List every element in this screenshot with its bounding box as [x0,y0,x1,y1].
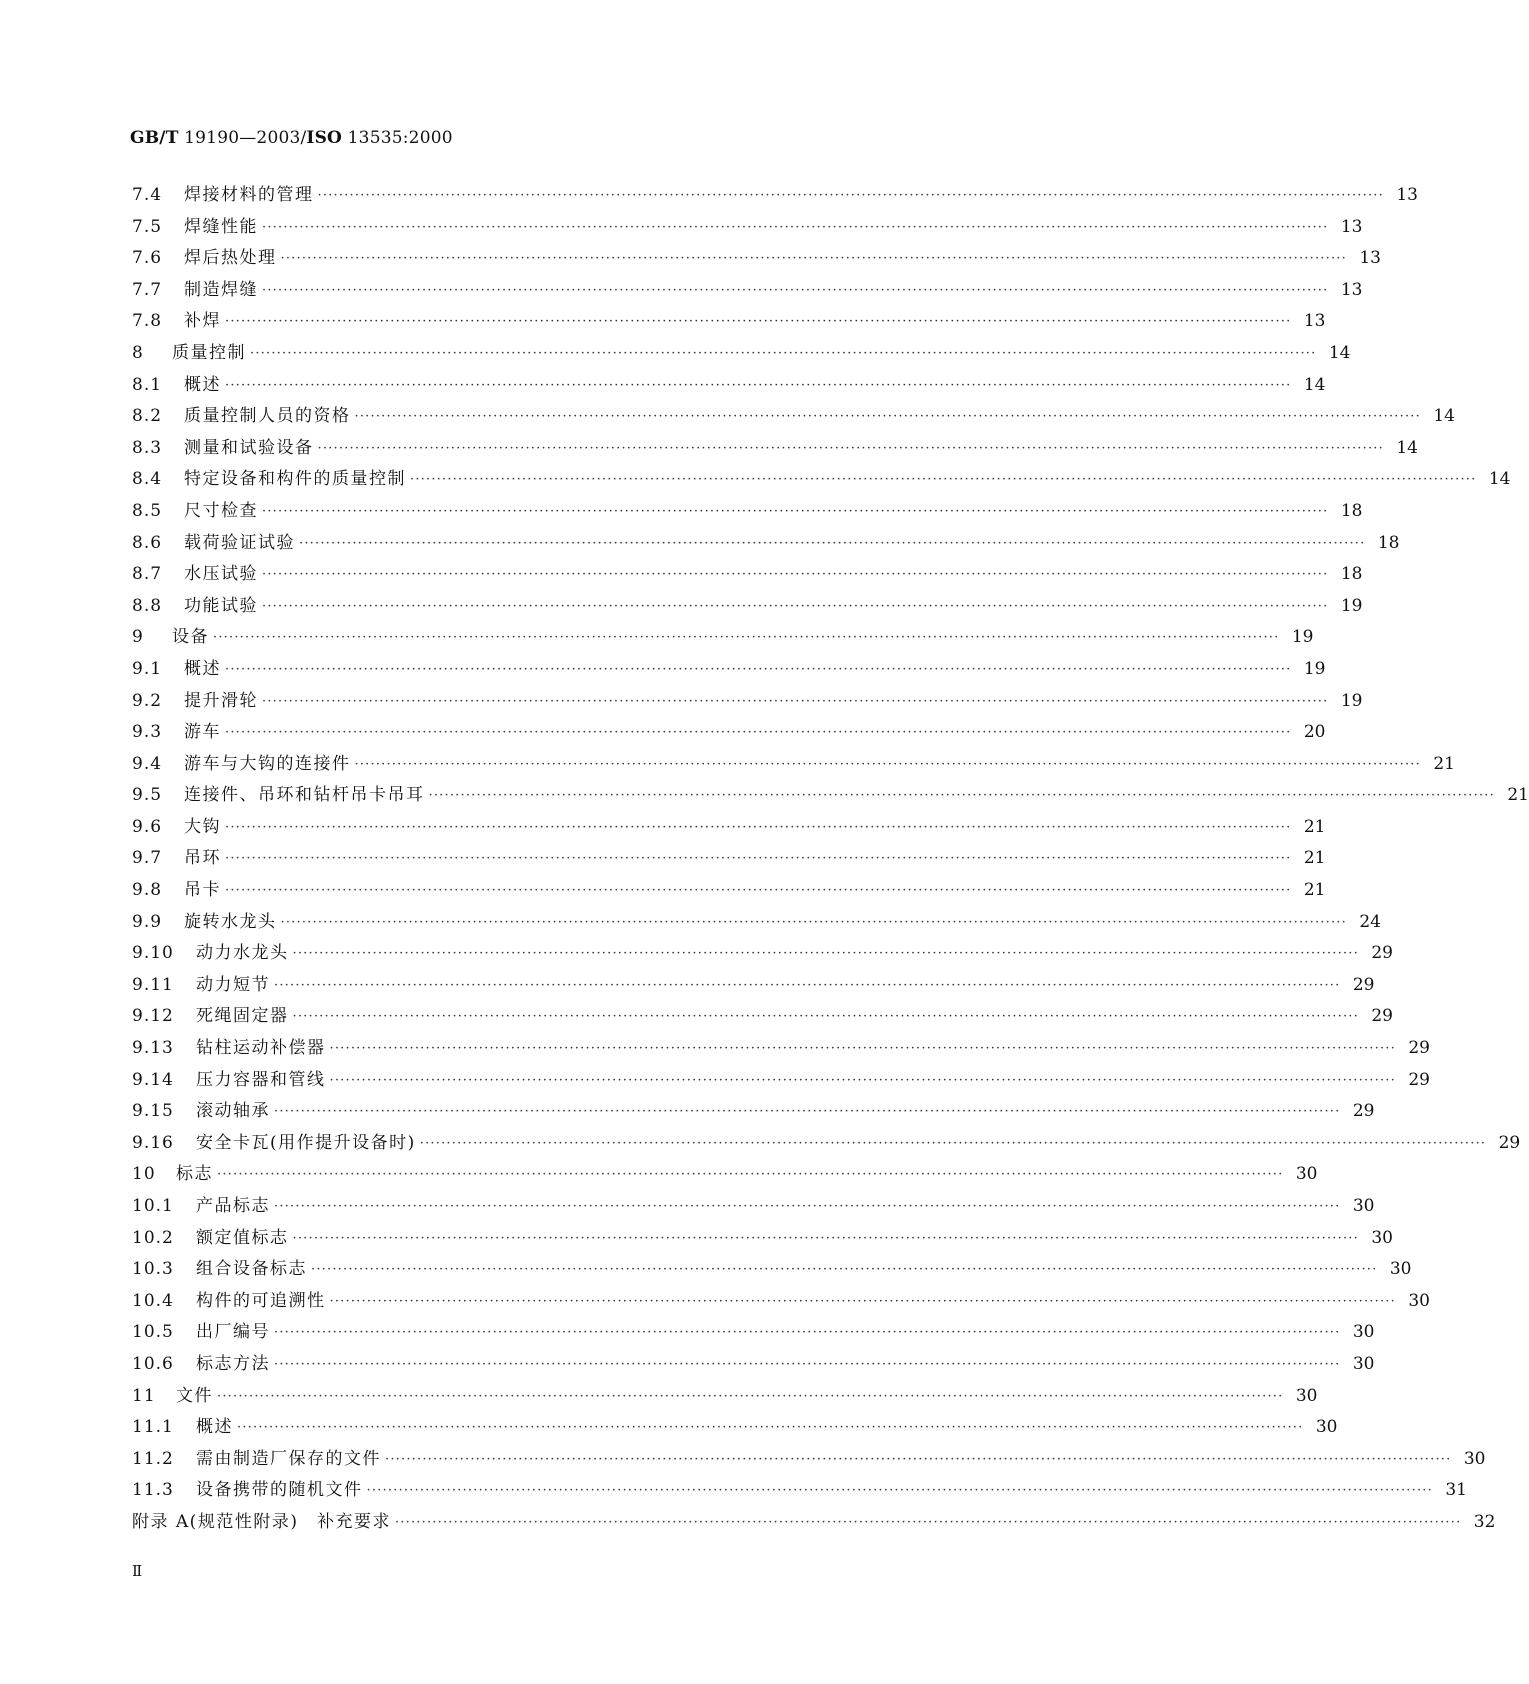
toc-entry-page: 14 [1303,374,1326,395]
toc-entry-page: 30 [1389,1259,1412,1280]
toc-entry[interactable] [132,1317,1375,1349]
toc-entry-page: 30 [1315,1417,1338,1438]
toc-entry[interactable] [132,1128,1521,1160]
dot-leader: ········································································································································································································ [225,819,1292,835]
toc-entry-title: 设备携带的随机文件 [196,1480,363,1501]
toc-entry[interactable] [132,654,1326,686]
dot-leader: ········································································································································································································ [217,1388,1284,1404]
dot-leader: ········································································································································································································ [317,188,1384,203]
document-header [130,128,453,148]
dot-leader: ········································································································································································································ [262,282,1329,298]
toc-entry-title: 测量和试验设备 [184,437,314,458]
page-number: Ⅱ [132,1562,143,1580]
toc-entry[interactable] [132,1507,1496,1539]
toc-entry[interactable] [132,1159,1318,1191]
dot-leader: ········································································································································································································ [329,1041,1396,1057]
dot-leader: ········································································································································································································ [262,567,1329,583]
toc-entry[interactable] [132,1223,1393,1255]
dot-leader: ········································································································································································································ [225,377,1292,393]
toc-entry-number: 7.8 [132,311,163,332]
toc-entry-number: 7.5 [132,216,163,237]
dot-leader: ········································································································································································································ [213,630,1280,646]
dot-leader: ········································································································································································································ [394,1514,1462,1530]
toc-entry-page: 21 [1507,785,1529,806]
toc-entry-title: 概述 [196,1417,233,1438]
standard-number: 19190—2003/ [178,128,307,148]
dot-leader: ········································································································································································································ [262,693,1329,709]
toc-entry[interactable] [132,370,1326,402]
dot-leader: ········································································································································································································ [419,1135,1487,1151]
toc-entry[interactable] [132,1286,1430,1318]
dot-leader: ········································································································································································································ [250,345,1317,361]
dot-leader: ········································································································································································································ [262,598,1329,614]
toc-entry-page: 20 [1303,722,1326,743]
toc-entry-page: 24 [1359,911,1381,932]
toc-entry-number: 9.16 [132,1132,174,1153]
toc-entry-title: 载荷验证试验 [184,532,295,553]
toc-entry-title: 质量控制 [172,342,246,363]
toc-entry-page: 30 [1295,1385,1318,1406]
toc-entry-page: 13 [1396,185,1418,205]
dot-leader: ········································································································································································································ [225,851,1292,867]
dot-leader: ········································································································································································································ [237,1420,1304,1436]
toc-entry-page: 29 [1352,1101,1375,1122]
toc-entry-number: 9.14 [132,1069,174,1090]
toc-entry-title: 附录 A(规范性附录) 补充要求 [132,1511,391,1532]
toc-entry[interactable] [132,433,1418,465]
toc-entry-page: 30 [1352,1322,1375,1343]
dot-leader: ········································································································································································································ [311,1262,1378,1278]
dot-leader: ········································································································································································································ [354,409,1421,425]
iso-number: 13535:2000 [342,128,453,148]
toc-entry-number: 10 [132,1164,156,1185]
toc-entry-number: 9.3 [132,722,163,743]
toc-entry-number: 7.4 [132,185,163,205]
toc-entry-number: 11.1 [132,1417,174,1438]
toc-entry-number: 7.6 [132,248,163,269]
dot-leader: ········································································································································································································ [274,977,1341,993]
toc-entry[interactable] [132,559,1363,591]
toc-entry-page: 29 [1498,1132,1521,1153]
toc-entry-title: 标志方法 [196,1353,270,1374]
toc-entry[interactable] [132,243,1381,275]
iso-prefix: ISO [306,128,343,148]
toc-entry[interactable] [132,938,1393,970]
toc-entry-page: 30 [1408,1290,1430,1311]
toc-entry-number: 9 [132,627,144,648]
toc-entry-page: 18 [1377,532,1400,553]
toc-entry[interactable] [132,875,1326,907]
dot-leader: ········································································································································································································ [274,1356,1341,1372]
toc-entry[interactable] [132,496,1363,528]
toc-entry[interactable] [132,1096,1375,1128]
toc-entry[interactable] [132,306,1326,338]
toc-entry-page: 14 [1488,469,1511,490]
toc-entry-page: 30 [1352,1196,1375,1216]
toc-entry-number: 8.8 [132,595,163,616]
toc-entry[interactable] [132,622,1314,654]
toc-entry-title: 动力短节 [196,974,270,995]
toc-entry-title: 制造焊缝 [184,279,258,300]
toc-entry-number: 11 [132,1385,156,1406]
toc-entry-title: 压力容器和管线 [196,1069,326,1090]
toc-entry[interactable] [132,907,1381,939]
toc-entry-page: 13 [1303,311,1326,332]
toc-entry-page: 21 [1303,880,1326,901]
toc-entry[interactable] [132,275,1363,307]
dot-leader: ········································································································································································································ [354,756,1421,772]
toc-entry-title: 补焊 [184,311,221,332]
toc-entry-page: 21 [1303,848,1326,869]
dot-leader: ········································································································································································································ [225,661,1292,677]
toc-entry-number: 9.4 [132,753,163,774]
toc-entry-title: 构件的可追溯性 [196,1290,326,1311]
toc-entry-page: 29 [1408,1069,1430,1090]
toc-entry-page: 29 [1408,1038,1430,1059]
toc-entry-page: 18 [1340,564,1363,585]
toc-entry-page: 13 [1340,279,1363,300]
toc-entry-page: 14 [1328,342,1351,363]
toc-entry-page: 21 [1433,753,1455,774]
toc-entry-number: 11.3 [132,1480,174,1501]
toc-entry-title: 组合设备标志 [196,1259,307,1280]
toc-entry-number: 11.2 [132,1448,174,1469]
toc-entry[interactable] [132,338,1351,370]
toc-entry-title: 旋转水龙头 [184,911,277,932]
dot-leader: ········································································································································································································ [262,219,1329,235]
toc-entry-title: 文件 [176,1385,213,1406]
toc-entry-title: 游车与大钩的连接件 [184,753,351,774]
toc-entry-title: 大钩 [184,816,221,837]
toc-entry-page: 30 [1371,1227,1393,1248]
toc-entry[interactable] [132,1412,1338,1444]
toc-entry-number: 8 [132,342,144,363]
toc-entry[interactable] [132,843,1326,875]
toc-entry-page: 19 [1291,627,1314,648]
toc-entry-title: 设备 [172,627,209,648]
toc-entry-title: 尺寸检查 [184,500,258,521]
toc-entry-title: 水压试验 [184,564,258,585]
dot-leader: ········································································································································································································ [385,1451,1452,1467]
dot-leader: ········································································································································································································ [366,1483,1433,1499]
dot-leader: ········································································································································································································ [274,1104,1341,1120]
dot-leader: ········································································································································································································ [225,314,1292,330]
toc-entry-page: 29 [1371,1006,1393,1027]
dot-leader: ········································································································································································································ [274,1325,1341,1341]
dot-leader: ········································································································································································································ [280,914,1347,930]
toc-entry-title: 提升滑轮 [184,690,258,711]
toc-entry-page: 30 [1295,1164,1318,1185]
toc-entry-number: 9.8 [132,880,163,901]
toc-entry-page: 31 [1445,1480,1467,1501]
toc-entry-title: 连接件、吊环和钻杆吊卡吊耳 [184,785,425,806]
toc-entry-number: 8.4 [132,469,163,490]
toc-entry-page: 21 [1303,816,1326,837]
toc-entry-number: 8.6 [132,532,163,553]
toc-entry[interactable] [132,1065,1430,1097]
dot-leader: ········································································································································································································ [274,1199,1341,1214]
toc-entry-title: 特定设备和构件的质量控制 [184,469,406,490]
toc-entry-number: 8.1 [132,374,163,395]
toc-entry[interactable] [132,591,1363,623]
toc-entry-number: 10.6 [132,1353,174,1374]
toc-entry-title: 产品标志 [196,1196,270,1216]
toc-entry-title: 吊卡 [184,880,221,901]
dot-leader: ········································································································································································································ [428,788,1495,804]
toc-entry-page: 14 [1433,406,1455,427]
dot-leader: ········································································································································································································ [299,535,1366,551]
toc-entry-page: 32 [1473,1511,1496,1532]
toc-entry-number: 8.3 [132,437,163,458]
toc-entry-number: 9.12 [132,1006,174,1027]
toc-entry-page: 30 [1463,1448,1486,1469]
toc-entry[interactable] [132,970,1375,1002]
toc-entry-title: 游车 [184,722,221,743]
toc-entry-number: 8.2 [132,406,163,427]
toc-entry[interactable] [132,1381,1318,1413]
toc-entry[interactable] [132,401,1455,433]
toc-entry-title: 安全卡瓦(用作提升设备时) [196,1132,416,1153]
toc-entry-page: 29 [1371,943,1393,964]
toc-entry-page: 29 [1352,974,1375,995]
toc-entry[interactable] [132,528,1400,560]
toc-entry-number: 7.7 [132,279,163,300]
toc-entry-title: 标志 [176,1164,213,1185]
toc-entry[interactable] [132,812,1326,844]
toc-entry-title: 概述 [184,658,221,679]
toc-entry-title: 出厂编号 [196,1322,270,1343]
toc-entry-number: 9.11 [132,974,174,995]
toc-entry-title: 吊环 [184,848,221,869]
toc-entry-page: 18 [1340,500,1363,521]
toc-entry-number: 10.5 [132,1322,174,1343]
toc-entry-title: 焊接材料的管理 [184,185,314,205]
table-of-contents [132,180,1529,1539]
toc-entry-number: 10.2 [132,1227,174,1248]
toc-entry[interactable] [132,464,1511,496]
toc-entry-title: 质量控制人员的资格 [184,406,351,427]
toc-entry-page: 19 [1340,595,1363,616]
toc-entry-number: 9.10 [132,943,174,964]
dot-leader: ········································································································································································································ [329,1072,1396,1088]
toc-entry[interactable] [132,749,1455,781]
toc-entry-number: 10.3 [132,1259,174,1280]
toc-entry-number: 10.4 [132,1290,174,1311]
standard-prefix: GB/T [130,128,179,148]
toc-entry[interactable] [132,1475,1467,1507]
dot-leader: ········································································································································································································ [410,472,1477,488]
toc-entry-title: 滚动轴承 [196,1101,270,1122]
toc-entry-page: 19 [1303,658,1326,679]
dot-leader: ········································································································································································································ [292,1009,1359,1025]
dot-leader: ········································································································································································································ [225,725,1292,741]
toc-entry-number: 8.5 [132,500,163,521]
dot-leader: ········································································································································································································ [217,1167,1284,1183]
dot-leader: ········································································································································································································ [292,946,1359,962]
dot-leader: ········································································································································································································ [292,1230,1359,1246]
toc-entry-page: 14 [1396,437,1418,458]
toc-entry[interactable] [132,1444,1486,1476]
dot-leader: ········································································································································································································ [262,503,1329,519]
toc-entry-number: 9.13 [132,1038,174,1059]
toc-entry-title: 需由制造厂保存的文件 [196,1448,381,1469]
toc-entry[interactable] [132,686,1363,718]
toc-entry-number: 10.1 [132,1196,174,1216]
toc-entry-title: 焊缝性能 [184,216,258,237]
toc-entry-page: 19 [1340,690,1363,711]
toc-entry[interactable] [132,1001,1393,1033]
toc-entry[interactable] [132,717,1326,749]
toc-entry-title: 钻柱运动补偿器 [196,1038,326,1059]
toc-entry[interactable] [132,1191,1375,1223]
toc-entry-title: 概述 [184,374,221,395]
toc-entry[interactable] [132,1254,1412,1286]
toc-entry[interactable] [132,780,1529,812]
toc-entry-number: 9.2 [132,690,163,711]
toc-entry[interactable] [132,1033,1430,1065]
toc-entry[interactable] [132,212,1363,244]
toc-entry-number: 9.15 [132,1101,174,1122]
toc-entry-number: 9.7 [132,848,163,869]
toc-entry-number: 9.6 [132,816,163,837]
toc-entry-title: 死绳固定器 [196,1006,289,1027]
toc-entry-title: 额定值标志 [196,1227,289,1248]
toc-entry-title: 功能试验 [184,595,258,616]
dot-leader: ········································································································································································································ [280,251,1347,267]
dot-leader: ········································································································································································································ [317,440,1384,456]
toc-entry-number: 9.9 [132,911,163,932]
toc-entry-title: 焊后热处理 [184,248,277,269]
toc-entry[interactable] [132,1349,1375,1381]
toc-entry-number: 8.7 [132,564,163,585]
toc-entry-page: 13 [1340,216,1363,237]
toc-entry-page: 30 [1352,1353,1375,1374]
toc-entry-number: 9.1 [132,658,163,679]
toc-entry[interactable] [132,180,1418,212]
dot-leader: ········································································································································································································ [225,883,1292,899]
toc-entry-number: 9.5 [132,785,163,806]
dot-leader: ········································································································································································································ [329,1293,1396,1309]
toc-entry-title: 动力水龙头 [196,943,289,964]
toc-entry-page: 13 [1359,248,1381,269]
